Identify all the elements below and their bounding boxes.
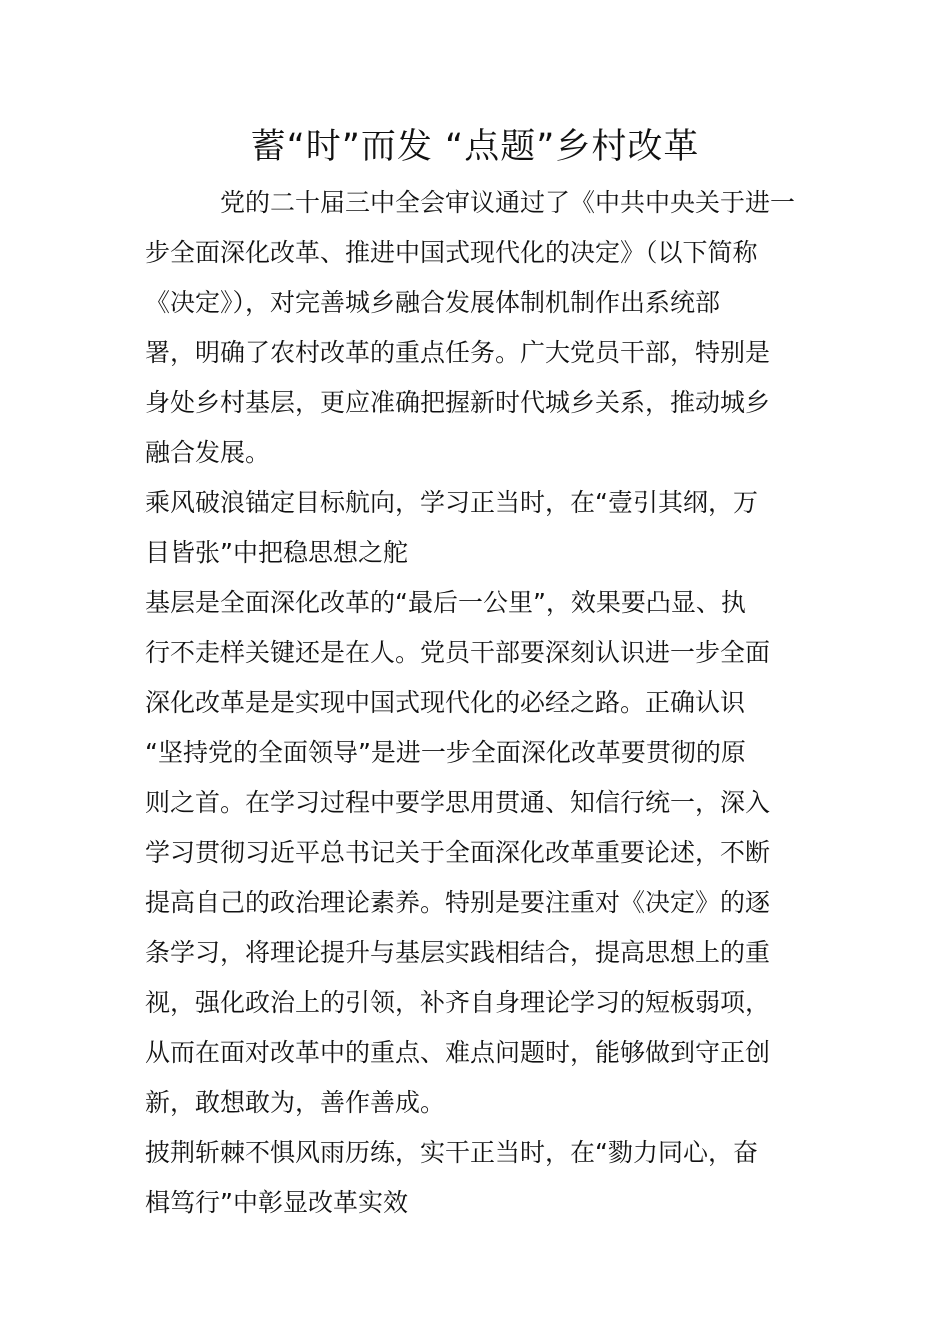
section-heading-line: 目皆张”中把稳思想之舵: [145, 538, 408, 567]
body-line: 则之首。在学习过程中要学思用贯通、知信行统一，深入: [145, 788, 771, 817]
body-line: 视，强化政治上的引领，补齐自身理论学习的短板弱项，: [145, 988, 771, 1017]
body-line: 新，敢想敢为，善作善成。: [145, 1088, 446, 1117]
body-line: 行不走样关键还是在人。党员干部要深刻认识进一步全面: [145, 638, 771, 667]
document-title: 蓄“时”而发 “点题”乡村改革: [250, 127, 700, 167]
body-line: 学习贯彻习近平总书记关于全面深化改革重要论述，不断: [145, 838, 771, 867]
section-heading-line: 楫笃行”中彰显改革实效: [145, 1188, 408, 1217]
body-line: “坚持党的全面领导”是进一步全面深化改革要贯彻的原: [145, 738, 746, 767]
body-line: 署，明确了农村改革的重点任务。广大党员干部，特别是: [145, 338, 771, 367]
body-line: 从而在面对改革中的重点、难点问题时，能够做到守正创: [145, 1038, 771, 1067]
body-line: 《决定》），对完善城乡融合发展体制机制作出系统部: [145, 288, 721, 317]
body-line: 步全面深化改革、推进中国式现代化的决定》（以下简称: [145, 238, 758, 267]
section-heading-line: 乘风破浪锚定目标航向，学习正当时，在“壹引其纲，万: [145, 488, 758, 517]
body-line: 身处乡村基层，更应准确把握新时代城乡关系，推动城乡: [145, 388, 771, 417]
document-body: [145, 178, 805, 1228]
body-line: 条学习，将理论提升与基层实践相结合，提高思想上的重: [145, 938, 771, 967]
body-line: 融合发展。: [145, 438, 271, 467]
body-line: 提高自己的政治理论素养。特别是要注重对《决定》的逐: [145, 888, 771, 917]
body-line: 深化改革是是实现中国式现代化的必经之路。正确认识: [145, 688, 746, 717]
body-line: 党的二十届三中全会审议通过了《中共中央关于进一: [145, 188, 796, 217]
section-heading-line: 披荆斩棘不惧风雨历练，实干正当时，在“勠力同心，奋: [145, 1138, 758, 1167]
body-line: 基层是全面深化改革的“最后一公里”，效果要凸显、执: [145, 588, 746, 617]
